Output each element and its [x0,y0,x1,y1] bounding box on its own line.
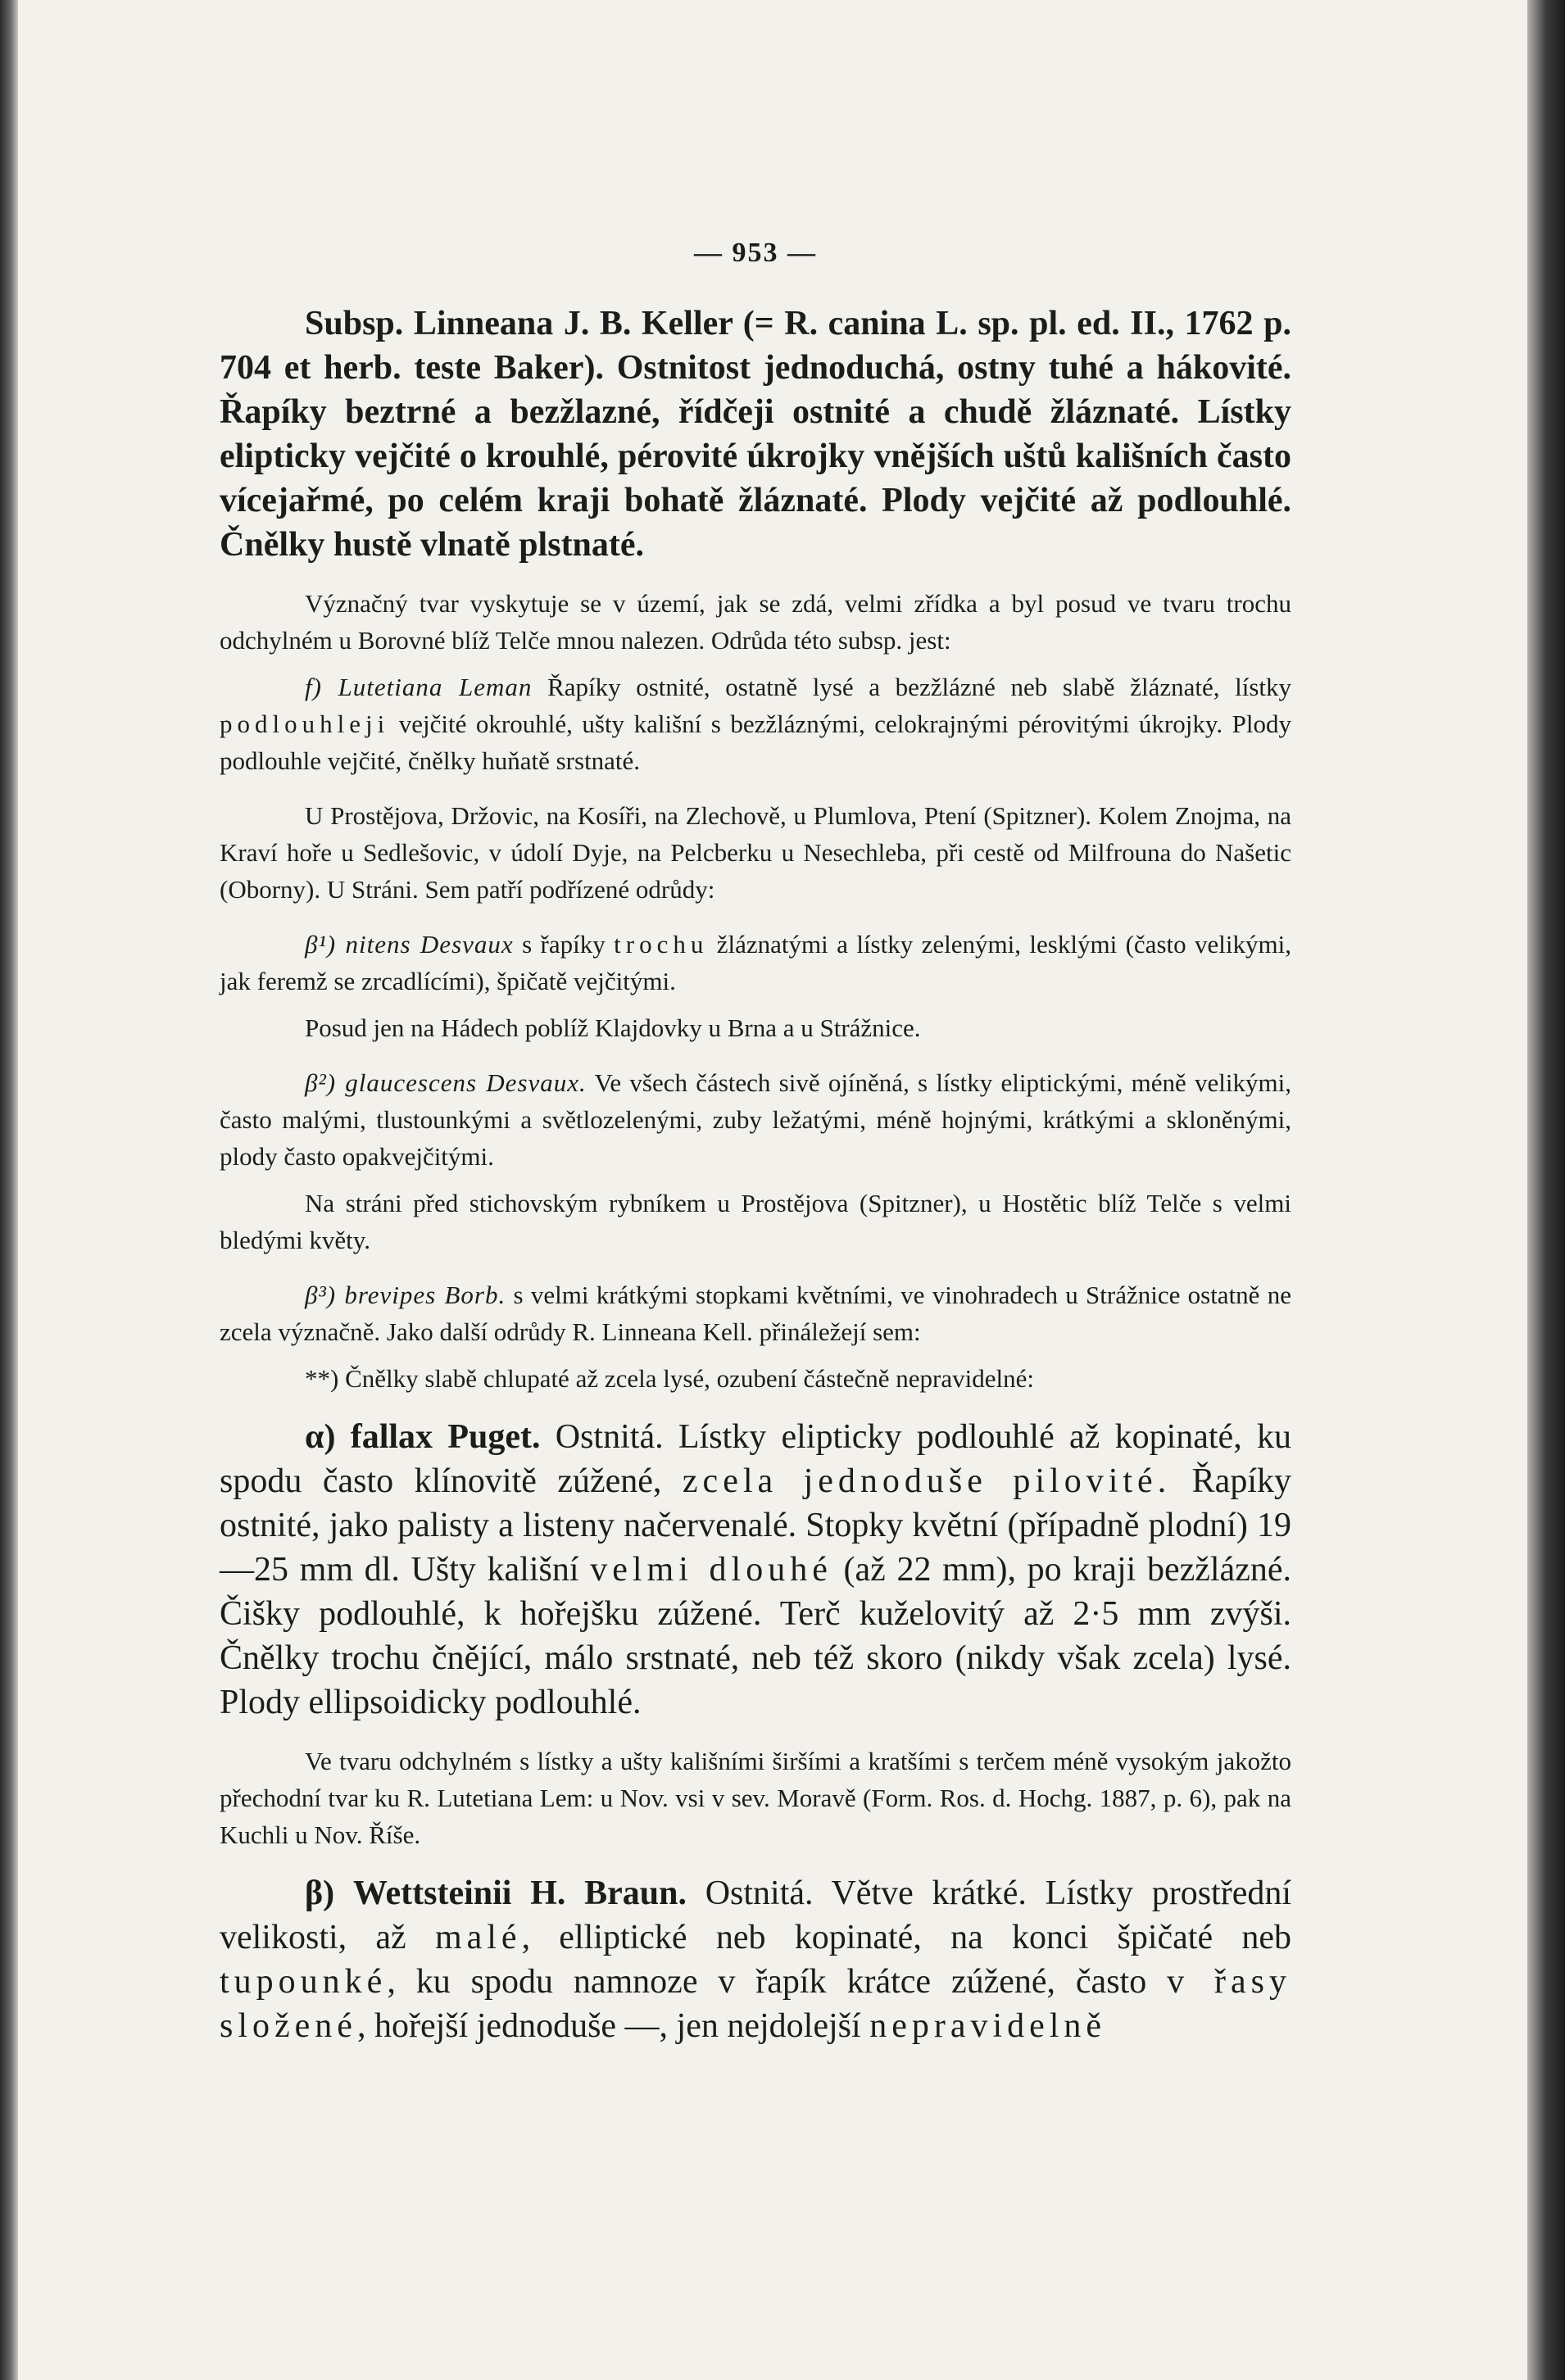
nitens-text-b: žláznatými a lístky zelenými, lesklými (často velikými, jak feremž se zrcadlícími), špičatě vejčitými. [220,930,1291,995]
brevipes-text: s velmi krátkými stopkami květními, ve vinohradech u Strážnice ostatně ne zcela význačně. Jako další odrůdy R. Linneana Kell. přináležejí sem: [220,1281,1291,1346]
fallax-spaced-1: zcela jednoduše pilovité. [682,1462,1172,1500]
scan-edge-right [1527,0,1565,2380]
wettsteinii-text-d: , hořejší jednoduše —, jen nejdolejší [356,2007,870,2045]
lutetiana-heading: f) Lutetiana Leman [305,673,533,701]
wettsteinii-spaced-4: nepravidelně [869,2007,1107,2045]
lutetiana-text-a: Řapíky ostnité, ostatně lysé a bezžlázné neb slabě žláznaté, lístky [532,673,1292,701]
paragraph-footnote: **) Čnělky slabě chlupaté až zcela lysé, ozubení částečně nepravidelné: [305,1364,1034,1393]
wettsteinii-heading: β) Wettsteinii H. Braun. [305,1875,687,1912]
wettsteinii-spaced-1: malé [434,1919,522,1956]
paragraph-fallax [220,1415,1291,1725]
subsp-text: (= R. canina L. sp. pl. ed. II., 1762 p. 704 et herb. teste Baker). Ostnitost jednoduchá, ostny tuhé a hákovité. Řapíky beztrné a bezžlazné, řídčeji ostnité a chudě žláznaté. Lístky elipticky vejčité o krouhlé, pérovité úkrojky vnějších uštů kališních často vícejařmé, po celém kraji bohatě žláznaté. Plody vejčité až podlouhlé. Čnělky hustě vlnatě plstnaté. [220,305,1291,564]
fallax-text-c: (až 22 mm), po kraji bezžlázné. Čišky podlouhlé, k hořejšku zúžené. Terč kuželovitý až 2·5 mm zvýši. Čnělky trochu čnějící, málo srstnaté, neb též skoro (nikdy však zcela) lysé. Plody ellipsoidicky podlouhlé. [220,1551,1291,1721]
wettsteinii-spaced-3: v řasy složené [220,1963,1291,2045]
paragraph-wettsteinii [220,1871,1291,2048]
lutetiana-spaced: podlouhleji [220,709,390,738]
fallax-text-b: Řapíky ostnité, jako palisty a listeny načervenalé. Stopky květní (případně plodní) 19—25 mm dl. Ušty kališní [220,1462,1291,1589]
paragraph-glaucescens [220,1064,1291,1175]
glaucescens-text: Ve všech částech sivě ojíněná, s lístky eliptickými, méně velikými, často malými, tlustounkými a světlozelenými, zuby ležatými, méně hojnými, krátkými a skloněnými, plody často opakvejčitými. [220,1068,1291,1171]
document-page [220,238,1291,2048]
fallax-spaced-2: velmi dlouhé [590,1551,832,1589]
paragraph-note-1: Význačný tvar vyskytuje se v území, jak se zdá, velmi zřídka a byl posud ve tvaru trochu odchylném u Borovné blíž Telče mnou nalezen. Odrůda této subsp. jest: [220,589,1291,655]
paragraph-note-2: Ve tvaru odchylném s lístky a ušty kališními širšími a kratšími s terčem méně vysokým jakožto přechodní tvar ku R. Lutetiana Lem: u Nov. vsi v sev. Moravě (Form. Ros. d. Hochg. 1887, p. 6), pak na Kuchli u Nov. Říše. [220,1747,1291,1849]
nitens-heading: β¹) nitens Desvaux [305,930,514,959]
paragraph-subsp-linneana [220,301,1291,567]
paragraph-nitens [220,926,1291,1000]
fallax-text-a: Ostnitá. Lístky elipticky podlouhlé až kopinaté, ku spodu často klínovitě zúžené, [220,1418,1291,1500]
wettsteinii-spaced-2: tupounké [220,1963,388,2001]
lutetiana-text-b: vejčité okrouhlé, ušty kališní s bezžláznými, celokrajnými pérovitými úkrojky. Plody podlouhle vejčité, čnělky huňatě srstnaté. [220,709,1291,775]
paragraph-localities-3: Na stráni před stichovským rybníkem u Prostějova (Spitzner), u Hostětic blíž Telče s velmi bledými květy. [220,1189,1291,1254]
wettsteinii-text-a: Ostnitá. Větve krátké. Lístky prostřední velikosti, až [220,1875,1292,1956]
paragraph-localities-2: Posud jen na Hádech poblíž Klajdovky u Brna a u Strážnice. [305,1013,921,1042]
paragraph-brevipes [220,1276,1291,1350]
brevipes-heading: β³) brevipes Borb. [305,1281,506,1309]
subsp-heading: Subsp. Linneana J. B. Keller [305,305,733,342]
fallax-heading: α) fallax Puget. [305,1418,541,1456]
wettsteinii-text-b: , elliptické neb kopinaté, na konci špičaté neb [521,1919,1291,1956]
page-number: — 953 — [694,238,817,268]
nitens-text-a: s řapíky [513,930,615,959]
wettsteinii-text-c: , ku spodu namnoze v řapík krátce zúžené, často [387,1963,1168,2001]
scan-edge-left [0,0,18,2380]
glaucescens-heading: β²) glaucescens Desvaux. [305,1068,587,1097]
paragraph-localities-1: U Prostějova, Držovic, na Kosíři, na Zlechově, u Plumlova, Ptení (Spitzner). Kolem Znojma, na Kraví hoře u Sedlešovic, v údolí Dyje, na Pelcberku u Nesechleba, při cestě od Milfrouna do Našetic (Oborny). U Stráni. Sem patří podřízené odrůdy: [220,801,1291,904]
paragraph-lutetiana [220,669,1291,779]
nitens-spaced: trochu [614,930,709,959]
